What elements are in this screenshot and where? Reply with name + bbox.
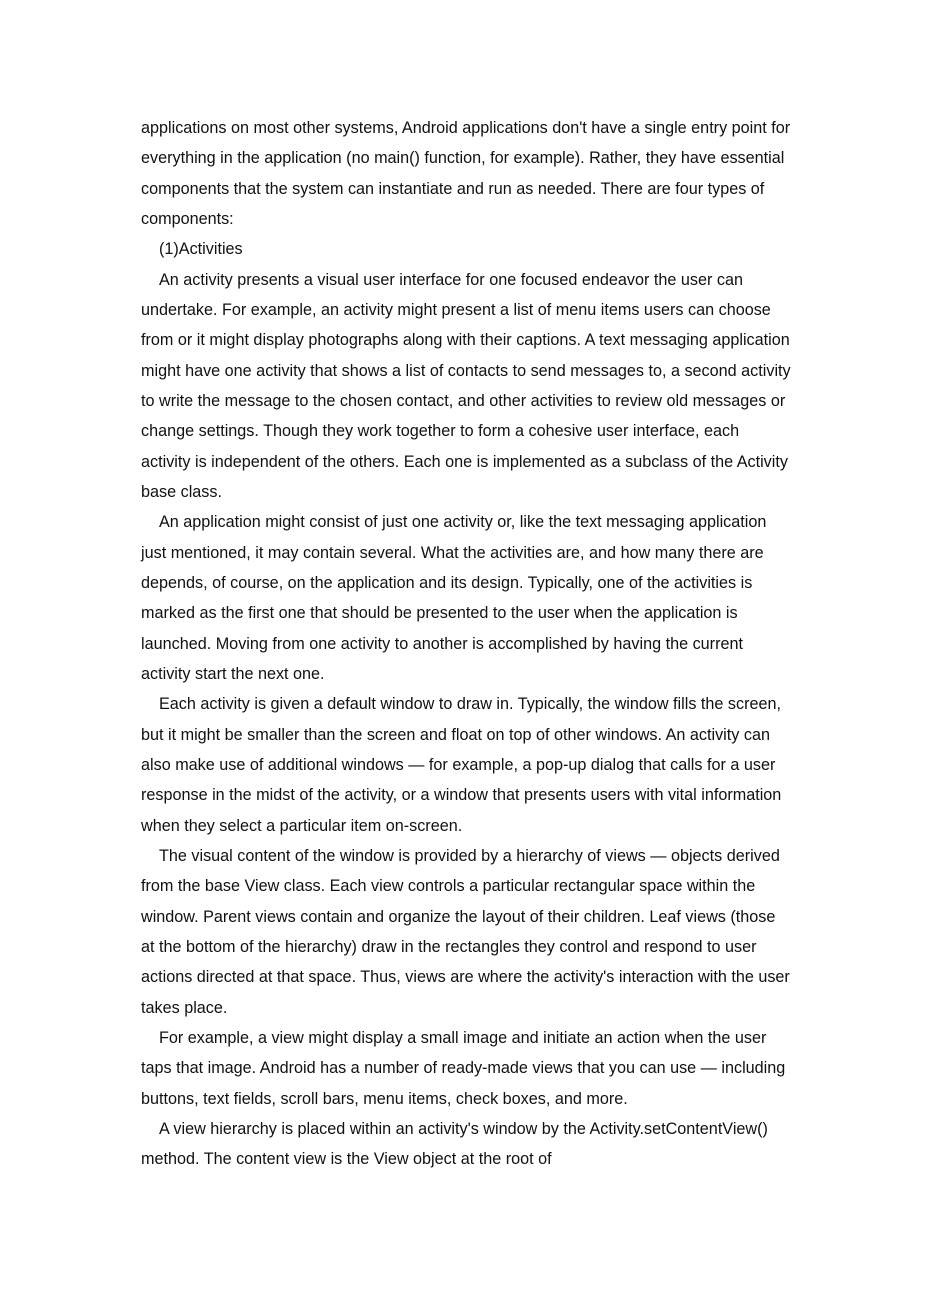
paragraph-activity-window: Each activity is given a default window to draw in. Typically, the window fills the screen, but it might be smaller than the screen and float on top of other windows. An activity can also make use of additional windows — for example, a pop-up dialog that calls for a user response in the midst of the activity, or a window that presents users with vital information when they select a particular item on-screen. bbox=[141, 695, 782, 835]
document-page bbox=[141, 113, 791, 1174]
paragraph-view-hierarchy: The visual content of the window is provided by a hierarchy of views — objects derived from the base View class. Each view controls a particular rectangular space within the window. Parent views contain and organize the layout of their children. Leaf views (those at the bottom of the hierarchy) draw in the rectangles they control and respond to user actions directed at that space. Thus, views are where the activity's interaction with the user takes place. bbox=[141, 846, 790, 1017]
paragraph-set-content-view: A view hierarchy is placed within an activity's window by the Activity.setContentView() method. The content view is the View object at the root of bbox=[141, 1119, 768, 1169]
section-heading-activities: (1)Activities bbox=[159, 240, 243, 259]
paragraph-view-example: For example, a view might display a small image and initiate an action when the user taps that image. Android has a number of ready-made views that you can use — including buttons, text fields, scroll bars, menu items, check boxes, and more. bbox=[141, 1028, 786, 1108]
paragraph-activity-definition: An activity presents a visual user interface for one focused endeavor the user can undertake. For example, an activity might present a list of menu items users can choose from or it might display photographs along with their captions. A text messaging application might have one activity that shows a list of contacts to send messages to, a second activity to write the message to the chosen contact, and other activities to review old messages or change settings. Though they work together to form a cohesive user interface, each activity is independent of the others. Each one is implemented as a subclass of the Activity base class. bbox=[141, 270, 791, 501]
paragraph-application-activities: An application might consist of just one activity or, like the text messaging application just mentioned, it may contain several. What the activities are, and how many there are depends, of course, on the application and its design. Typically, one of the activities is marked as the first one that should be presented to the user when the application is launched. Moving from one activity to another is accomplished by having the current activity start the next one. bbox=[141, 513, 767, 683]
paragraph-components-intro: applications on most other systems, Android applications don't have a single entry point for everything in the application (no main() function, for example). Rather, they have essential components that the system can instantiate and run as needed. There are four types of components: bbox=[141, 119, 791, 228]
